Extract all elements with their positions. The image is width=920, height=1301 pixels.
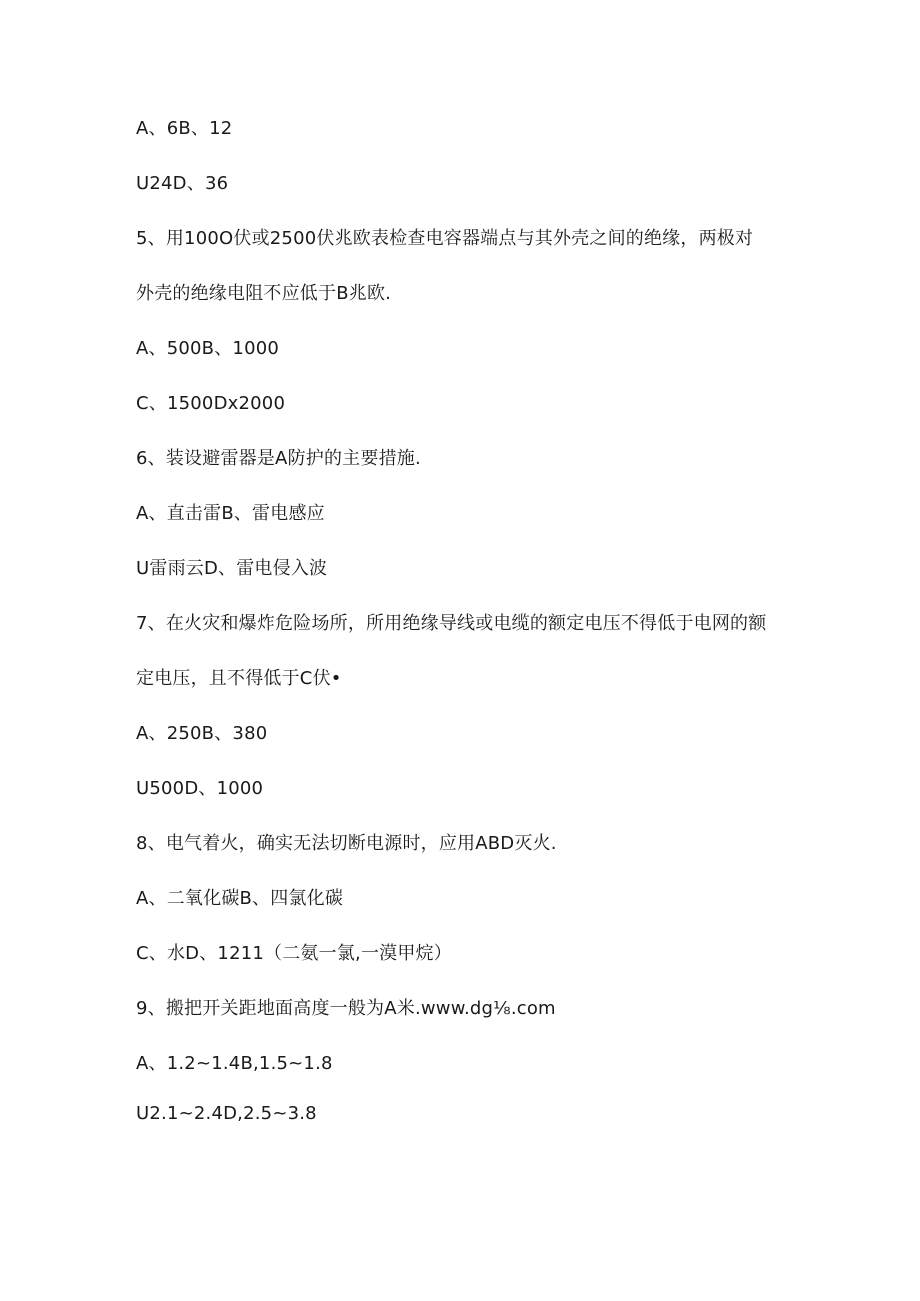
question-5-line-1: 5、用100O伏或2500伏兆欧表检查电容器端点与其外壳之间的绝缘，两极对 bbox=[136, 228, 754, 249]
option-line-q6-cd: U雷雨云D、雷电侵入波 bbox=[136, 558, 328, 579]
question-9: 9、搬把开关距地面高度一般为A米.www.dg⅛.com bbox=[136, 998, 556, 1019]
option-line-q5-cd: C、1500Dx2000 bbox=[136, 393, 286, 414]
option-line-q8-ab: A、二氧化碳B、四氯化碳 bbox=[136, 888, 344, 909]
question-8: 8、电气着火，确实无法切断电源时，应用ABD灭火. bbox=[136, 833, 557, 854]
option-line-q7-ab: A、250B、380 bbox=[136, 723, 268, 744]
option-line-q6-ab: A、直击雷B、雷电感应 bbox=[136, 503, 325, 524]
option-line-q7-cd: U500D、1000 bbox=[136, 778, 264, 799]
question-7-line-1: 7、在火灾和爆炸危险场所，所用绝缘导线或电缆的额定电压不得低于电网的额 bbox=[136, 613, 767, 634]
option-line-q9-ab: A、1.2~1.4B,1.5~1.8 bbox=[136, 1053, 333, 1074]
option-line-q4-cd: U24D、36 bbox=[136, 173, 229, 194]
option-line-q5-ab: A、500B、1000 bbox=[136, 338, 280, 359]
question-5-line-2: 外壳的绝缘电阻不应低于B兆欧. bbox=[136, 283, 392, 304]
option-line-q8-cd: C、水D、1211（二氨一氯,一漠甲烷） bbox=[136, 943, 452, 964]
option-line-q4-ab: A、6B、12 bbox=[136, 118, 233, 139]
question-6: 6、装设避雷器是A防护的主要措施. bbox=[136, 448, 421, 469]
option-line-q9-cd: U2.1~2.4D,2.5~3.8 bbox=[136, 1103, 317, 1124]
question-7-line-2: 定电压，且不得低于C伏• bbox=[136, 668, 342, 689]
